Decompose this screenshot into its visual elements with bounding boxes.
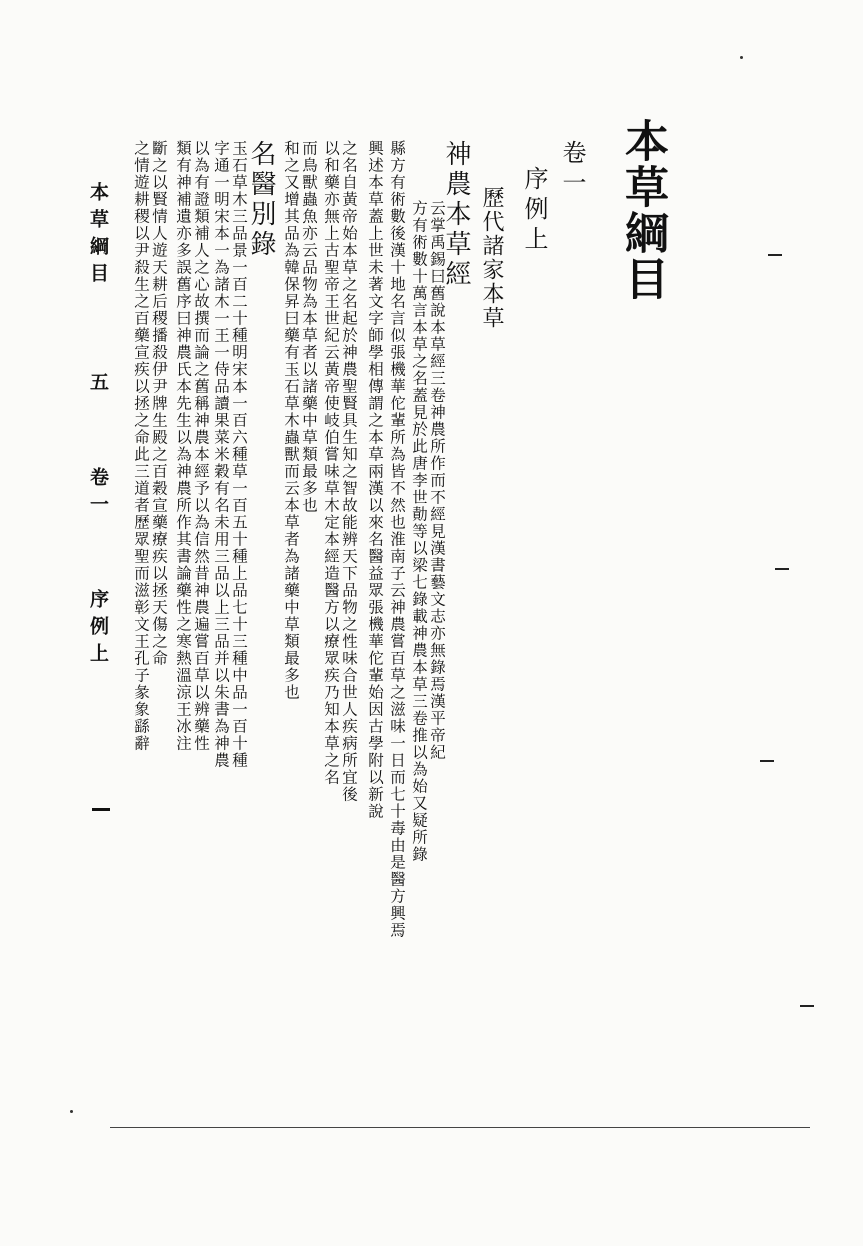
- fold-mark: [92, 808, 110, 811]
- text-column: 之情遊耕稷以尹殺生之百藥宣疾以拯之命此三道者歷眾聖而滋彰文王孔子彖象繇辭: [132, 140, 150, 752]
- margin-page-number: 五: [87, 372, 109, 399]
- page-margin-label: [88, 182, 107, 670]
- text-column: 云掌禹錫曰舊說本草經三卷神農所作而不經見漢書藝文志亦無錄焉漢平帝紀: [428, 200, 446, 761]
- margin-volume: 卷一: [87, 467, 109, 521]
- text-column-pair: [280, 140, 316, 701]
- book-title: 本草綱目: [617, 118, 668, 302]
- text-column-pair: [210, 140, 246, 769]
- text-column: 而鳥獸蟲魚亦云品物為本草者以諸藥中草類最多也: [300, 140, 318, 514]
- text-column: 之名自黃帝始本草之名起於神農聖賢具生知之智故能辨天下品物之性味合世人疾病所宜後: [340, 140, 358, 803]
- text-column: 以為有證類補人之心故撰而論之舊稱神農本經予以為信然昔神農遍嘗百草以辨藥性: [192, 140, 210, 752]
- text-column: 方有術數十萬言本草之名蓋見於此唐李世勣等以梁七錄載神農本草三卷推以為始又疑所錄: [410, 200, 428, 863]
- text-column-pair: [130, 140, 166, 752]
- text-column: 和之又增其品為韓保昇曰藥有玉石草木蟲獸而云本草者為諸藥中草類最多也: [282, 140, 300, 701]
- text-column: 以和藥亦無上古聖帝王世紀云黃帝使岐伯嘗味草木定本經造醫方以療眾疾乃知本草之名: [322, 140, 340, 786]
- margin-mark: [768, 254, 782, 256]
- text-column-pair: [320, 140, 356, 803]
- text-column: 類有神補遺亦多誤舊序曰神農氏本先生以為神農所作其書論藥性之寒熱溫涼王冰注: [174, 140, 192, 752]
- heading-shennong: 神農本草經: [441, 140, 471, 290]
- text-column-pair: [172, 140, 208, 752]
- speck: [70, 1110, 73, 1113]
- text-column: 字通一明宋本一為諸木一王一侍品讀果菜米穀有名未用三品以上三品并以朱書為神農: [212, 140, 230, 769]
- text-column: 縣方有術數後漢十地名言似張機華佗輩所為皆不然也淮南子云神農嘗百草之滋味一日而七十毒由是醫方興焉: [388, 140, 406, 939]
- margin-mark: [775, 568, 789, 570]
- text-column-pair: [386, 140, 404, 939]
- text-column-pair: [364, 140, 382, 820]
- subsection-label: 歷代諸家本草: [479, 186, 504, 330]
- heading-mingyi: 名醫別錄: [246, 140, 276, 260]
- speck: [740, 56, 743, 59]
- text-column: 斷之以賢情人遊天耕后稷播殺伊尹牌生殿之百穀宣藥療疾以拯天傷之命: [150, 140, 168, 667]
- margin-section: 序例上: [87, 589, 109, 670]
- text-column: 興述本草蓋上世未著文字師學相傳謂之本草兩漢以來名醫益眾張機華佗輩始因古學附以新說: [366, 140, 384, 820]
- text-column: 玉石草木三品景一百二十種明宋本一百六種草一百五十種上品七十三種中品一百十種: [230, 140, 248, 769]
- volume-label: 卷一: [558, 140, 586, 200]
- margin-mark: [800, 1005, 814, 1007]
- margin-title: 本草綱目: [87, 182, 109, 290]
- margin-mark: [760, 760, 774, 762]
- text-column-pair: [408, 200, 444, 863]
- scan-edge-line: [110, 1127, 810, 1128]
- section-label: 序例上: [520, 166, 548, 256]
